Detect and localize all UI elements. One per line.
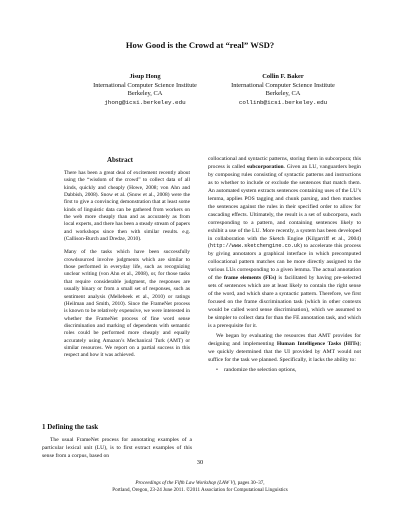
text-span: We began by evaluating the resources that AMT provides for designing and implementing xyxy=(208,332,361,347)
url-link[interactable]: http://www.sketchengine.co.uk xyxy=(209,243,301,250)
author-email[interactable]: jhong@icsi.berkeley.edu xyxy=(104,98,186,106)
bullet-item xyxy=(208,367,361,375)
abstract-paragraph: There has been a great deal of excitement recently about using the “wisdom of the crowd” to collect data of all kinds, quickly and cheaply (Howe, 2008; von Ahn and Dabbish, 2008). Snow et al. (Snow et al., 2008) were the first to give a convincing demonstration that at least some kinds of linguistic data can be gathered from workers on the web more cheaply than and as accurately as from local experts, and there has been a steady stream of papers and workshops since then with similar results. e.g. (Callison-Burch and Dredze, 2010). xyxy=(64,170,190,243)
bullet-icon: • xyxy=(216,366,218,373)
author-name: Collin F. Baker xyxy=(262,73,304,80)
paper-title: How Good is the Crowd at “real” WSD? xyxy=(125,40,275,50)
author-name: Jisup Hong xyxy=(129,73,161,80)
abstract-heading: Abstract xyxy=(106,156,134,164)
section-paragraph: The usual FrameNet process for annotating examples of a particular lexical unit (LU), is to first extract examples of this sense from a corpus, based on xyxy=(42,437,192,459)
author-location: Berkeley, CA xyxy=(127,90,163,98)
author-block-2 xyxy=(188,73,378,107)
abstract-body xyxy=(64,170,190,360)
proceedings-venue: Portland, Oregon, 23-24 June 2011. ©2011 Association for Computational Linguistics xyxy=(112,486,288,493)
text-span: is facilitated by having pre-selected sets of sentences which are at least likely to contain the right sense of the word, and which share a syntactic pattern. Therefore, we first focused on the frame discrimination task (which in other contexts would be called word sense discrimination), which we assumed to be simpler to collect data for than the FE annotation task, and which is a prerequisite for it. xyxy=(208,275,361,330)
text-span: ; we quickly determined that the UI provided by AMT would not suffice for the task we planned. Specifically, it lacks the ability to: xyxy=(208,340,361,363)
text-span: collocational and syntactic patterns, storing them in subcorpora; this process is called xyxy=(208,156,361,170)
text-span: ) to accelerate this process by giving annotators a graphical interface in which precomputed collocational pattern matches can be more directly assigned to the various LUs corresponding to a given lemma. The actual annotation of the xyxy=(208,243,361,282)
abstract-paragraph: Many of the tasks which have been successfully crowdsourced involve judgments which are similar to those performed in everyday life, such as recognizing unclear writing (von Ahn et al., 2008), or, for those tasks that require considerable judgment, the responses are usually binary or from a small set of responses, such as sentiment analysis (Mellebeek et al., 2010) or ratings (Heilman and Smith, 2010). Since the FrameNet process is known to be relatively expensive, we were interested in whether the FrameNet process of fine word sense discrimination and marking of dependents with semantic roles could be performed more cheaply and equally accurately using Amazon’s Mechanical Turk (AMT) or similar resources. We report on a partial success in this respect and how it was achieved. xyxy=(64,249,190,359)
right-column xyxy=(208,156,361,375)
author-affiliation: International Computer Science Institute xyxy=(231,81,335,89)
author-email[interactable]: collinb@icsi.berkeley.edu xyxy=(238,98,328,106)
page-footer xyxy=(0,480,400,494)
term-bold: frame elements (FEs) xyxy=(223,275,277,282)
body-paragraph: collocational and syntactic patterns, storing them in subcorpora; this process is called subcorporation. Given an LU, vanguarders begin by composing rules consisting of syntactic patterns and instructions as to whether to include or exclude the sentences that match them. An automated system extracts sentences containing uses of the LU’s lemma, applies POS tagging and chunk parsing, and then matches the sentences against the rules in their specified order to allow for cascading effects. Ultimately, the result is a set of subcorpora, each corresponding to a pattern, and containing sentences likely to exhibit a use of the LU. More recently, a system has been developed in collaboration with the Sketch Engine (Kilgarriff et al., 2004) (http://www.sketchengine.co.uk) to accelerate this process by giving annotators a graphical interface in which precomputed collocational pattern matches can be more directly assigned to the various LUs corresponding to a given lemma. The actual annotation of the frame elements (FEs) is facilitated by having pre-selected sets of sentences which are at least likely to contain the right sense of the word, and which share a syntactic pattern. Therefore, we first focused on the frame discrimination task (which in other contexts would be called word sense discrimination), which we assumed to be simpler to collect data for than the FE annotation task, and which is a prerequisite for it. xyxy=(208,156,362,330)
term-bold: Human Intelligence Tasks (HITs) xyxy=(276,340,360,347)
proceedings-title: Proceedings of the Fifth Law Workshop (LAW V) xyxy=(135,480,236,486)
author-location: Berkeley, CA xyxy=(265,90,301,98)
text-span: . Given an LU, vanguarders begin by composing rules consisting of syntactic patterns and instructions as to whether to include or exclude the sentences that match them. An automated system extracts sentences containing uses of the LU’s lemma, applies POS tagging and chunk parsing, and then matches the sentences against the rules in their specified order to allow for cascading effects. Ultimately, the result is a set of subcorpora, each corresponding to a pattern, and containing sentences likely to exhibit a use of the LU. More recently, a system has been developed in collaboration with the Sketch Engine (Kilgarriff et al., 2004) xyxy=(208,163,362,242)
proceedings-pages: , pages 30–37, xyxy=(235,480,265,486)
bullet-text: randomize the selection options, xyxy=(223,366,297,373)
page-number: 30 xyxy=(196,459,204,466)
section-body xyxy=(42,437,192,461)
author-affiliation: International Computer Science Institute xyxy=(93,81,197,89)
term-bold: subcorporation xyxy=(246,163,284,170)
body-paragraph xyxy=(208,333,361,365)
section-heading: 1 Defining the task xyxy=(42,423,99,431)
